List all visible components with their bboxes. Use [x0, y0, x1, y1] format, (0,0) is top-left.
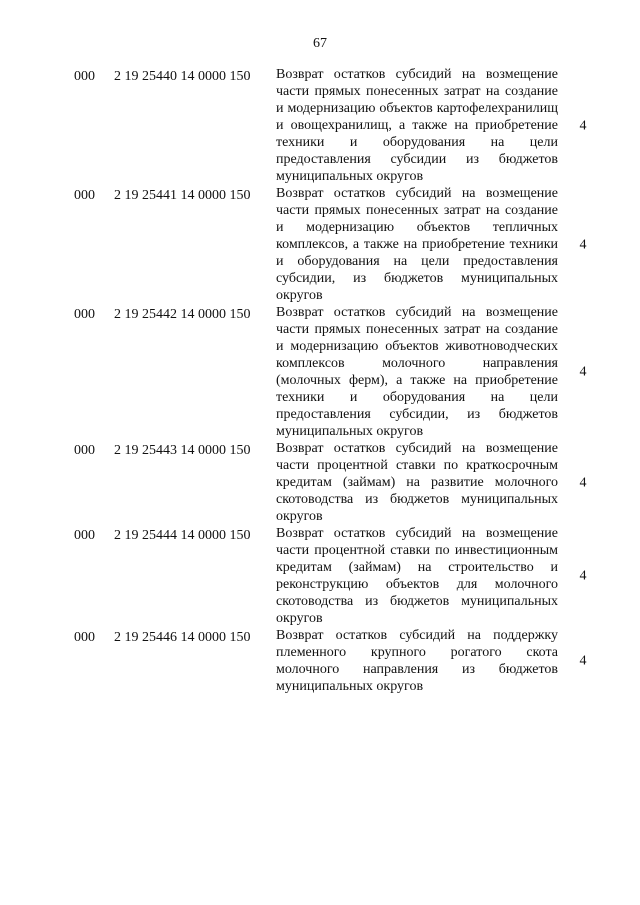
admin-code: 000	[74, 69, 95, 84]
budget-classification-code: 2 19 25443 14 0000 150	[114, 443, 251, 458]
admin-code: 000	[74, 443, 95, 458]
admin-code: 000	[74, 528, 95, 543]
budget-classification-code: 2 19 25440 14 0000 150	[114, 69, 251, 84]
budget-code-table	[0, 66, 640, 695]
norm-value: 4	[579, 653, 587, 669]
table-row	[0, 304, 640, 440]
income-name: Возврат остатков субсидий на поддержку племенного крупного рогатого скота молочного направления из бюджетов муниципальных округов	[276, 628, 558, 694]
norm-value: 4	[579, 237, 587, 252]
norm-value: 4	[579, 364, 587, 380]
budget-classification-code: 2 19 25446 14 0000 150	[114, 630, 251, 645]
table-row	[0, 627, 640, 695]
table-row	[0, 66, 640, 185]
norm-value: 4	[579, 475, 587, 490]
table-row	[0, 185, 640, 304]
norm-value: 4	[579, 568, 587, 584]
income-name: Возврат остатков субсидий на возмещение части прямых понесенных затрат на создание и модернизацию объектов картофелехранилищ и овощехранилищ, а также на приобретение техники и оборудования на цели предоставления субсидии из бюджетов муниципальных округов	[276, 67, 558, 184]
table-row	[0, 525, 640, 627]
table-row	[0, 440, 640, 525]
income-name: Возврат остатков субсидий на возмещение части прямых понесенных затрат на создание и модернизацию объектов тепличных комплексов, а также на приобретение техники и оборудования на цели предоставления субсидии, из бюджетов муниципальных округов	[276, 186, 558, 303]
page-number: 67	[313, 36, 327, 51]
income-name: Возврат остатков субсидий на возмещение части прямых понесенных затрат на создание и модернизацию объектов животноводческих комплексов молочного направления (молочных ферм), а также на приобретение техники и оборудования на цели предоставления субсидии, из бюджетов муниципальных округов	[276, 305, 558, 439]
budget-classification-code: 2 19 25444 14 0000 150	[114, 528, 251, 543]
budget-classification-code: 2 19 25442 14 0000 150	[114, 307, 251, 322]
income-name: Возврат остатков субсидий на возмещение части процентной ставки по краткосрочным кредитам (займам) на развитие молочного скотоводства из бюджетов муниципальных округов	[276, 441, 558, 524]
income-name: Возврат остатков субсидий на возмещение части процентной ставки по инвестиционным кредитам (займам) на строительство и реконструкцию объектов для молочного скотоводства из бюджетов муниципальных округов	[276, 526, 558, 626]
admin-code: 000	[74, 307, 95, 322]
admin-code: 000	[74, 630, 95, 645]
budget-classification-code: 2 19 25441 14 0000 150	[114, 188, 251, 203]
norm-value: 4	[579, 118, 587, 133]
admin-code: 000	[74, 188, 95, 203]
